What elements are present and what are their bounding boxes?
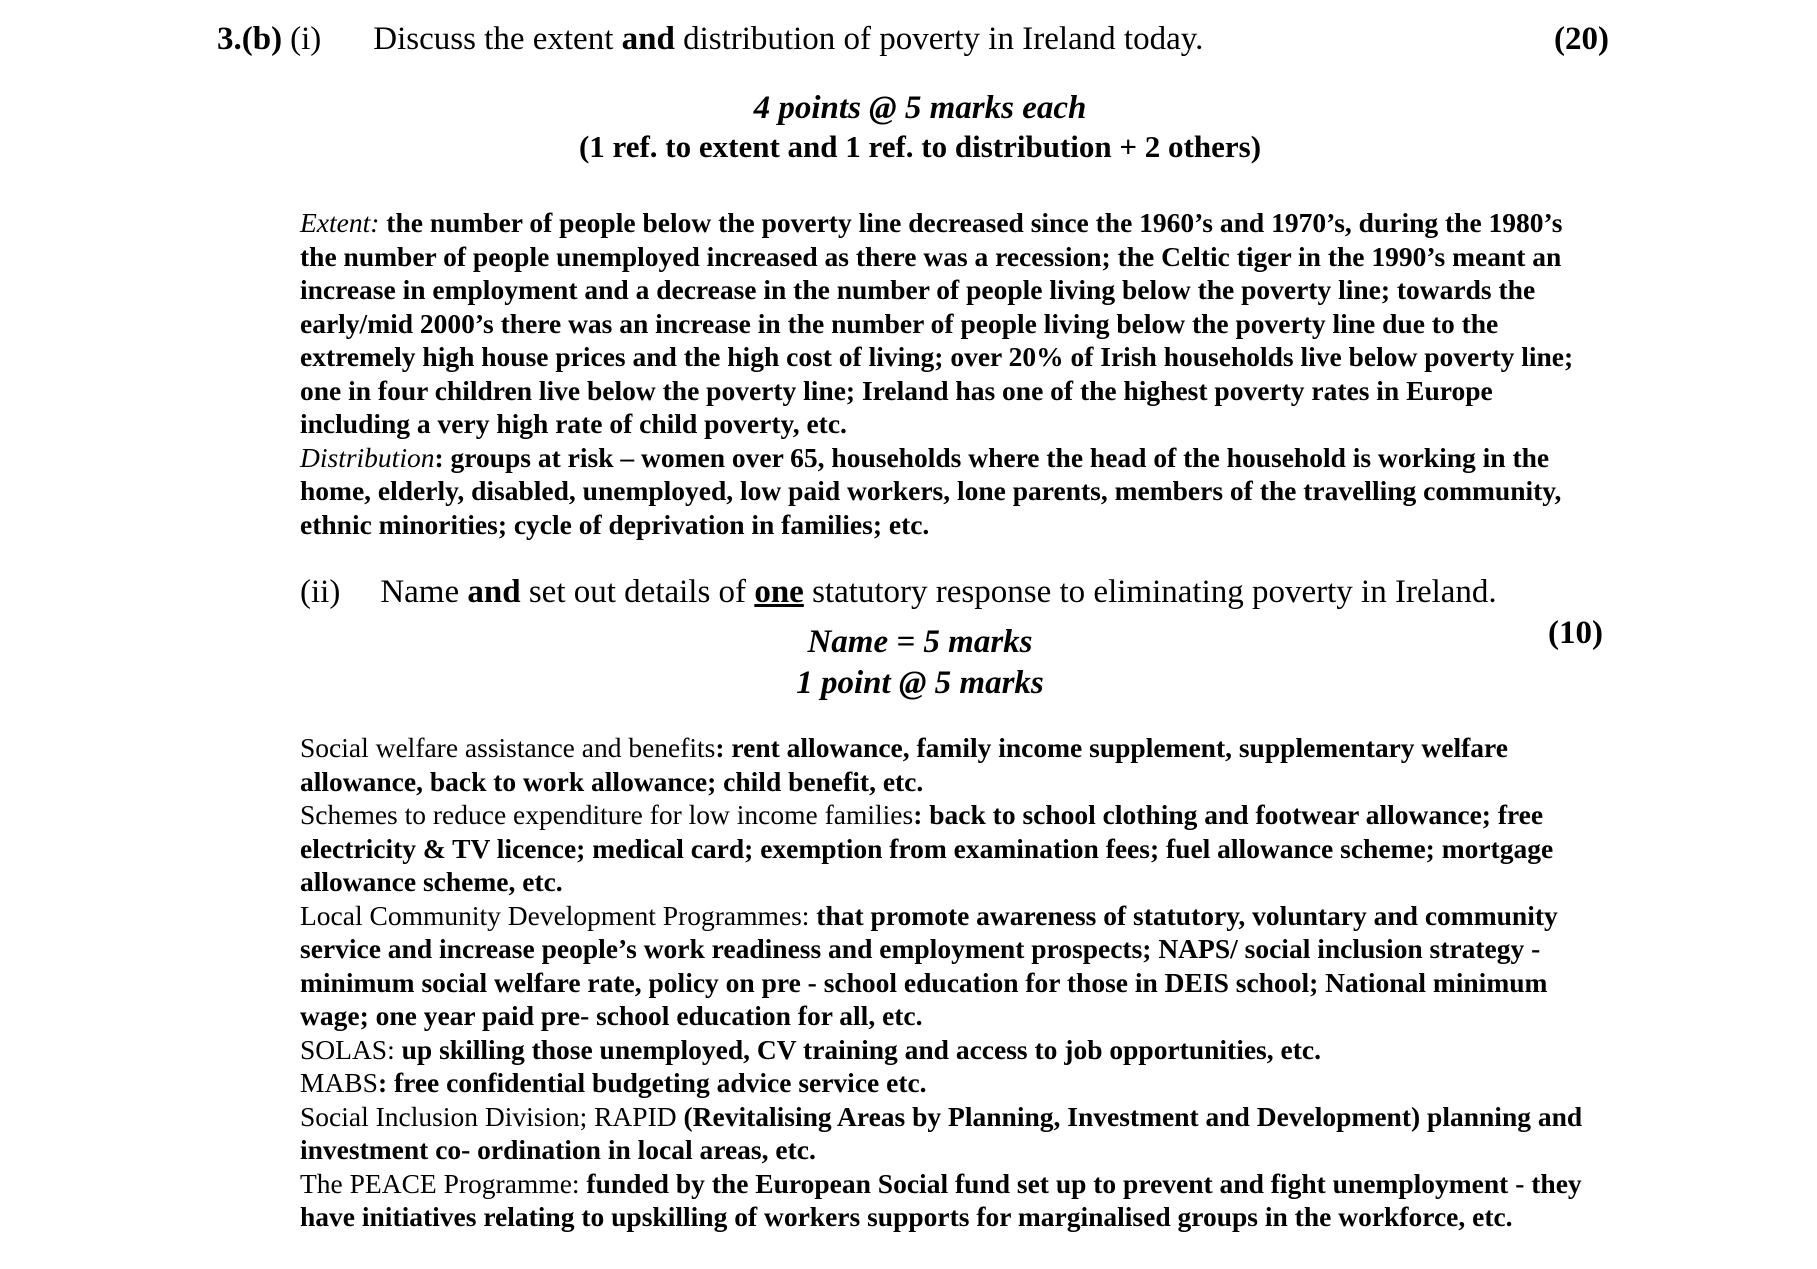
extent-paragraph bbox=[300, 206, 1600, 441]
answer-ii-text: (Revitalising Areas by Planning, Investment and Development) planning and investment co- ordination in local areas, etc. bbox=[300, 1100, 1583, 1165]
answer-ii-item bbox=[300, 731, 1600, 798]
answer-ii-item bbox=[300, 1033, 1600, 1067]
answers-ii-block bbox=[300, 731, 1600, 1234]
marking-scheme-ii-line2: 1 point @ 5 marks bbox=[796, 665, 1044, 701]
distribution-paragraph bbox=[300, 441, 1600, 542]
question-3b-i-line bbox=[217, 20, 1203, 58]
answer-ii-item bbox=[300, 1066, 1600, 1100]
answers-i-block bbox=[300, 206, 1600, 541]
marking-scheme-ii-line1: Name = 5 marks bbox=[807, 624, 1033, 660]
question-ii-text-bold: and bbox=[467, 574, 521, 610]
marking-scheme-i-line1: 4 points @ 5 marks each bbox=[753, 90, 1087, 126]
marking-scheme-i-line2: (1 ref. to extent and 1 ref. to distribution + 2 others) bbox=[578, 129, 1262, 164]
question-ii-marks: (10) bbox=[1548, 615, 1603, 651]
question-ii-text-underline: one bbox=[754, 574, 804, 610]
question-text-pre: Discuss the extent bbox=[373, 21, 622, 57]
answer-ii-text: : rent allowance, family income supplement, supplementary welfare allowance, back to work allowance; child benefit, etc. bbox=[300, 732, 1508, 797]
question-ii-text-mid: set out details of bbox=[520, 574, 755, 610]
answer-ii-label: The PEACE Programme: bbox=[300, 1167, 580, 1199]
question-ii-line bbox=[300, 573, 1497, 611]
question-ii-text-pre: Name bbox=[380, 574, 468, 610]
extent-label: Extent: bbox=[300, 207, 380, 238]
question-number: 3.(b) bbox=[217, 21, 283, 57]
answer-ii-label: MABS bbox=[300, 1067, 378, 1098]
answer-ii-text: : back to school clothing and footwear allowance; free electricity & TV licence; medical card; exemption from examination fees; fuel allowance scheme; mortgage allowance scheme, etc. bbox=[300, 799, 1554, 897]
answer-ii-item bbox=[300, 899, 1600, 1033]
answer-ii-label: SOLAS: bbox=[300, 1033, 395, 1065]
answer-ii-label: Local Community Development Programmes: bbox=[300, 899, 810, 931]
answer-ii-text: : free confidential budgeting advice service etc. bbox=[377, 1067, 927, 1098]
answer-ii-item bbox=[300, 1100, 1600, 1167]
answer-ii-text: up skilling those unemployed, CV training and access to job opportunities, etc. bbox=[394, 1033, 1321, 1065]
distribution-text: : groups at risk – women over 65, households where the head of the household is working in the home, elderly, disabled, unemployed, low paid workers, lone parents, members of the travelling community, ethnic minorities; cycle of deprivation in families; etc. bbox=[300, 441, 1562, 540]
distribution-label: Distribution bbox=[300, 441, 435, 473]
question-text-post: distribution of poverty in Ireland today. bbox=[674, 21, 1204, 57]
answer-ii-text: that promote awareness of statutory, voluntary and community service and increase people’s work readiness and employment prospects; NAPS/ social inclusion strategy -minimum social welfare rate, policy on pre - school education for those in DEIS school; National minimum wage; one year paid pre- school education for all, etc. bbox=[300, 899, 1558, 1031]
question-part: (i) bbox=[290, 21, 322, 57]
answer-ii-label: Social welfare assistance and benefits bbox=[300, 732, 716, 763]
answer-ii-item bbox=[300, 1167, 1600, 1234]
question-b-i-marks: (20) bbox=[1554, 21, 1609, 57]
answer-ii-item bbox=[300, 798, 1600, 899]
answer-ii-label: Schemes to reduce expenditure for low income families bbox=[300, 799, 914, 830]
answer-ii-text: funded by the European Social fund set up to prevent and fight unemployment - they have initiatives relating to upskilling of workers supports for marginalised groups in the workforce, etc. bbox=[300, 1167, 1582, 1232]
question-text-bold: and bbox=[621, 21, 675, 57]
extent-text: the number of people below the poverty line decreased since the 1960’s and 1970’s, during the 1980’s the number of people unemployed increased as there was a recession; the Celtic tiger in the 1990’s meant an increase in employment and a decrease in the number of people living below the poverty line; towards the early/mid 2000’s there was an increase in the number of people living below the poverty line due to the extremely high house prices and the high cost of living; over 20% of Irish households live below poverty line; one in four children live below the poverty line; Ireland has one of the highest poverty rates in Europe including a very high rate of child poverty, etc. bbox=[300, 207, 1574, 439]
answer-ii-label: Social Inclusion Division; RAPID bbox=[300, 1100, 677, 1132]
question-ii-text-post: statutory response to eliminating poverty in Ireland. bbox=[803, 574, 1497, 610]
question-ii-part: (ii) bbox=[300, 574, 341, 610]
